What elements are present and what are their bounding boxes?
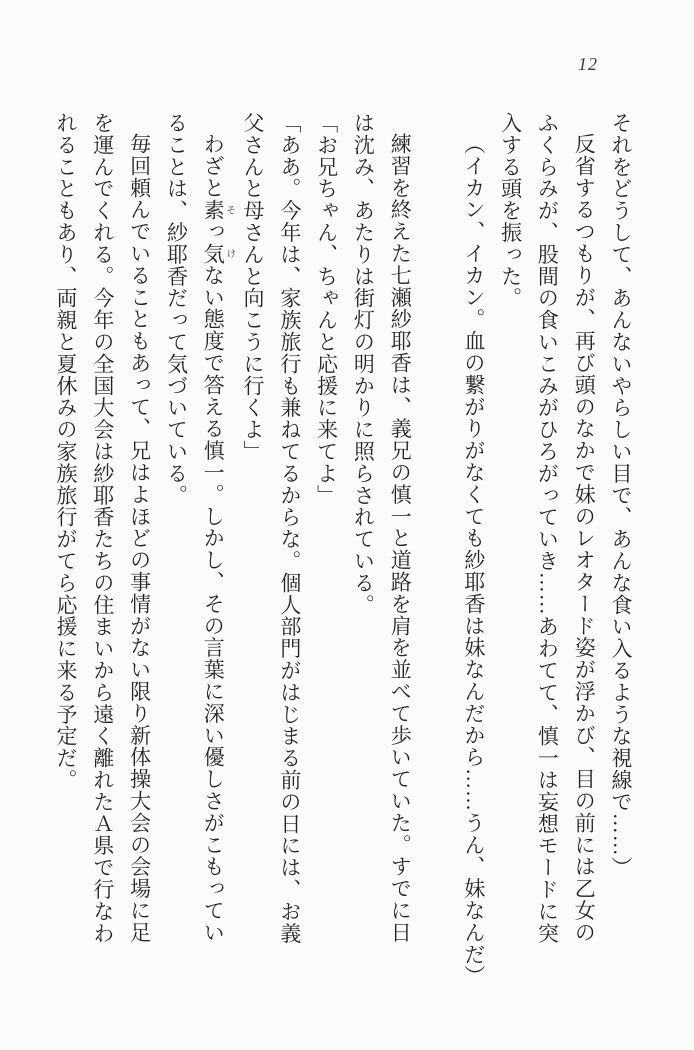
text-line: は沈み、あたりは街灯の明かりに照らされている。 [351, 112, 376, 616]
text-line: ふくらみが、股間の食いこみがひろがっていき……あわてて、慎一は妄想モードに突 [535, 112, 560, 945]
text-line: 「ああ。今年は、家族旅行も兼ねてるからな。個人部門がはじまる前の日には、お義 [277, 112, 302, 945]
blank-line [418, 112, 455, 952]
text-line: 入する頭を振った。 [498, 112, 523, 310]
furigana-ruby: 気 け [201, 242, 235, 265]
furigana-ruby: 素 そ [201, 198, 235, 221]
text-line: それをどうして、あんないやらしい目で、あんな食い入るような視線で……） [609, 112, 633, 879]
text-line: わざと素 そっ気 けない態度で答える慎一。しかし、その言葉に深い優しさがこもってい [201, 133, 235, 944]
text-line: ることは、紗耶香だって気づいている。 [164, 112, 189, 507]
text-line: 毎回頼んでいることもあって、兄はよほどの事情がない限り新体操大会の会場に足 [127, 133, 152, 944]
text-line: 練習を終えた七瀬紗耶香は、義兄の慎一と道路を肩を並べて歩いていた。すでに日 [388, 133, 413, 944]
page-number: 12 [578, 54, 598, 74]
text-line: 父さんと母さんと向こうに行くよ」 [241, 112, 266, 463]
text-line: （イカン、イカン。血の繋がりがなくても紗耶香は妹なんだから……うん、妹なんだ） [461, 133, 486, 988]
text-line: 反省するつもりが、再び頭のなかで妹のレオタード姿が浮かび、目の前には乙女の [572, 133, 597, 944]
text-line: れることもあり、両親と夏休みの家族旅行がてら応援に来る予定だ。 [54, 112, 79, 791]
text-block [47, 112, 639, 988]
text-line: 「お兄ちゃん、ちゃんと応援に来てよ」 [314, 112, 339, 507]
text-line: を運んでくれる。今年の全国大会は紗耶香たちの住まいから遠く離れたＡ県で行なわ [90, 112, 115, 945]
